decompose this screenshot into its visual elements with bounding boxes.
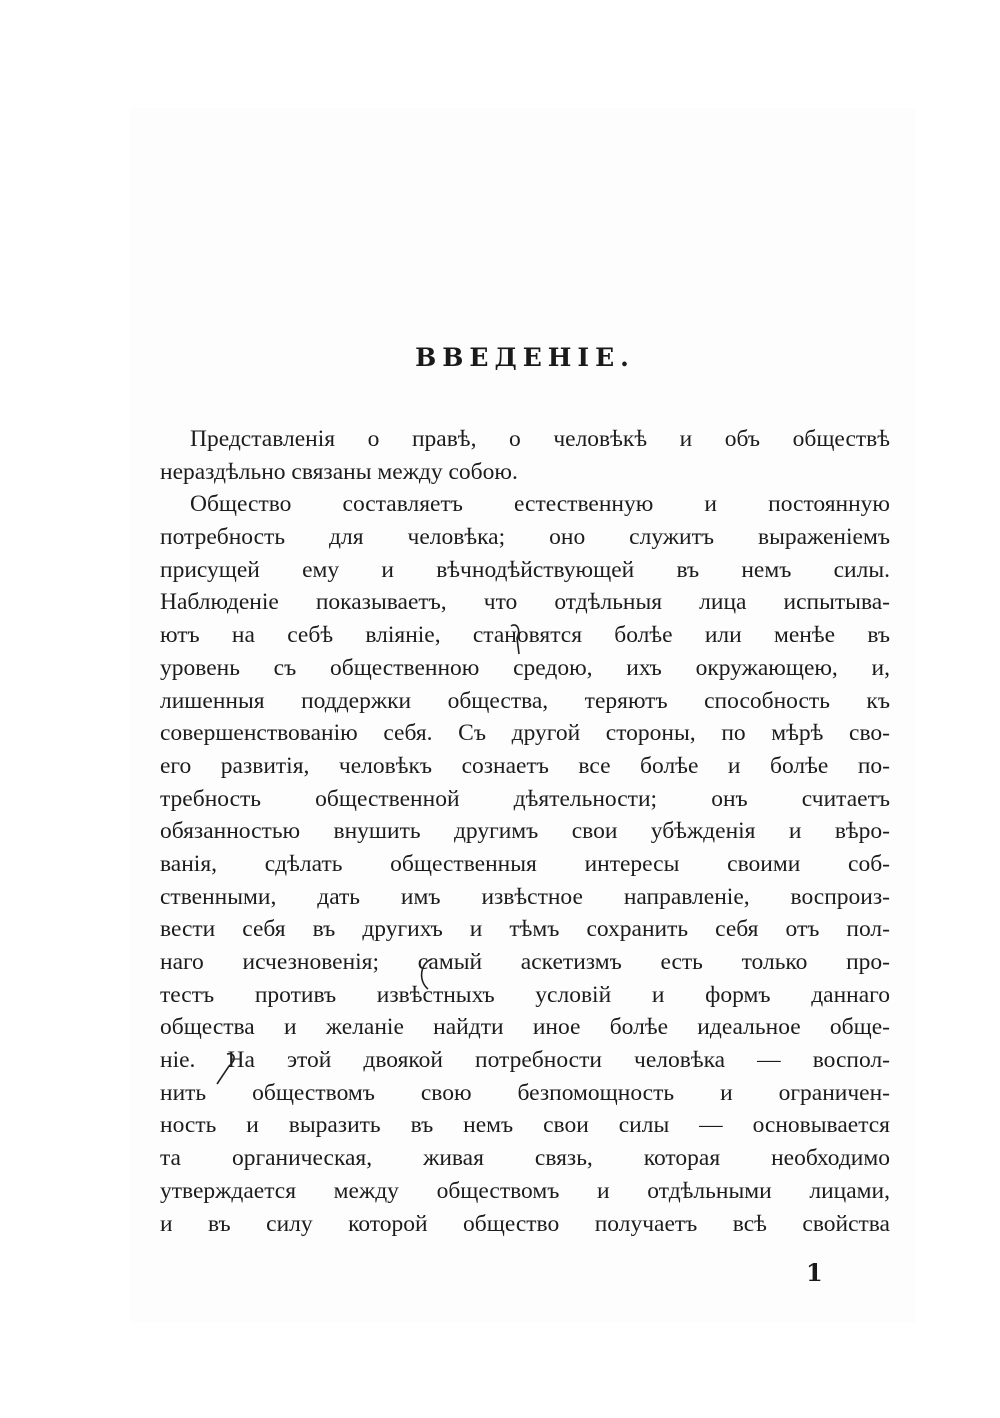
text-line: требность общественной дѣятельности; онъ считаетъ [160, 785, 890, 812]
text-line: ственными, дать имъ извѣстное направленіе, воспроиз- [160, 883, 890, 910]
text-line: потребность для человѣка; оно служитъ выраженіемъ [160, 524, 890, 551]
text-line: Общество составляетъ естественную и постоянную [190, 491, 890, 518]
page-number: 1 [806, 1258, 823, 1287]
text-line: вести себя въ другихъ и тѣмъ сохранить себя отъ пол- [160, 916, 890, 943]
text-line: нераздѣльно связаны между собою. [160, 458, 518, 485]
text-line: уровень съ общественною средою, ихъ окружающею, и, [160, 654, 890, 681]
body-text [160, 423, 890, 1240]
text-line: присущей ему и вѣчнодѣйствующей въ немъ силы. [160, 556, 890, 583]
text-line: тестъ противъ извѣстныхъ условій и формъ даннаго [160, 981, 890, 1008]
text-line: ванія, сдѣлать общественныя интересы своими соб- [160, 850, 890, 877]
text-line: наго исчезновенія; самый аскетизмъ есть только про- [160, 949, 890, 975]
text-line: Представленія о правѣ, о человѣкѣ и объ обществѣ [190, 426, 890, 452]
text-line: та органическая, живая связь, которая необходимо [160, 1145, 890, 1172]
chapter-heading: ВВЕДЕНІЕ. [415, 343, 635, 372]
text-line: лишенныя поддержки общества, теряютъ способность къ [160, 687, 890, 714]
text-line: Наблюденіе показываетъ, что отдѣльныя лица испытыва- [160, 589, 890, 616]
text-line: ніе. На этой двоякой потребности человѣка — воспол- [160, 1047, 890, 1074]
text-line: ность и выразить въ немъ свои силы — основывается [160, 1112, 890, 1139]
text-line: нить обществомъ свою безпомощность и ограничен- [160, 1079, 890, 1106]
text-line: и въ силу которой общество получаетъ всѣ свойства [160, 1210, 890, 1237]
paragraph-1 [160, 423, 890, 488]
text-line: его развитія, человѣкъ сознаетъ все болѣе и болѣе по- [160, 752, 890, 779]
text-line: совершенствованію себя. Съ другой стороны, по мѣрѣ сво- [160, 720, 890, 747]
paragraph-2 [160, 488, 890, 1240]
text-line: обязанностью внушить другимъ свои убѣжденія и вѣро- [160, 818, 890, 845]
text-line: утверждается между обществомъ и отдѣльными лицами, [160, 1177, 890, 1204]
text-line: ютъ на себѣ вліяніе, становятся болѣе или менѣе въ [160, 622, 890, 649]
text-line: общества и желаніе найдти иное болѣе идеальное обще- [160, 1014, 890, 1041]
